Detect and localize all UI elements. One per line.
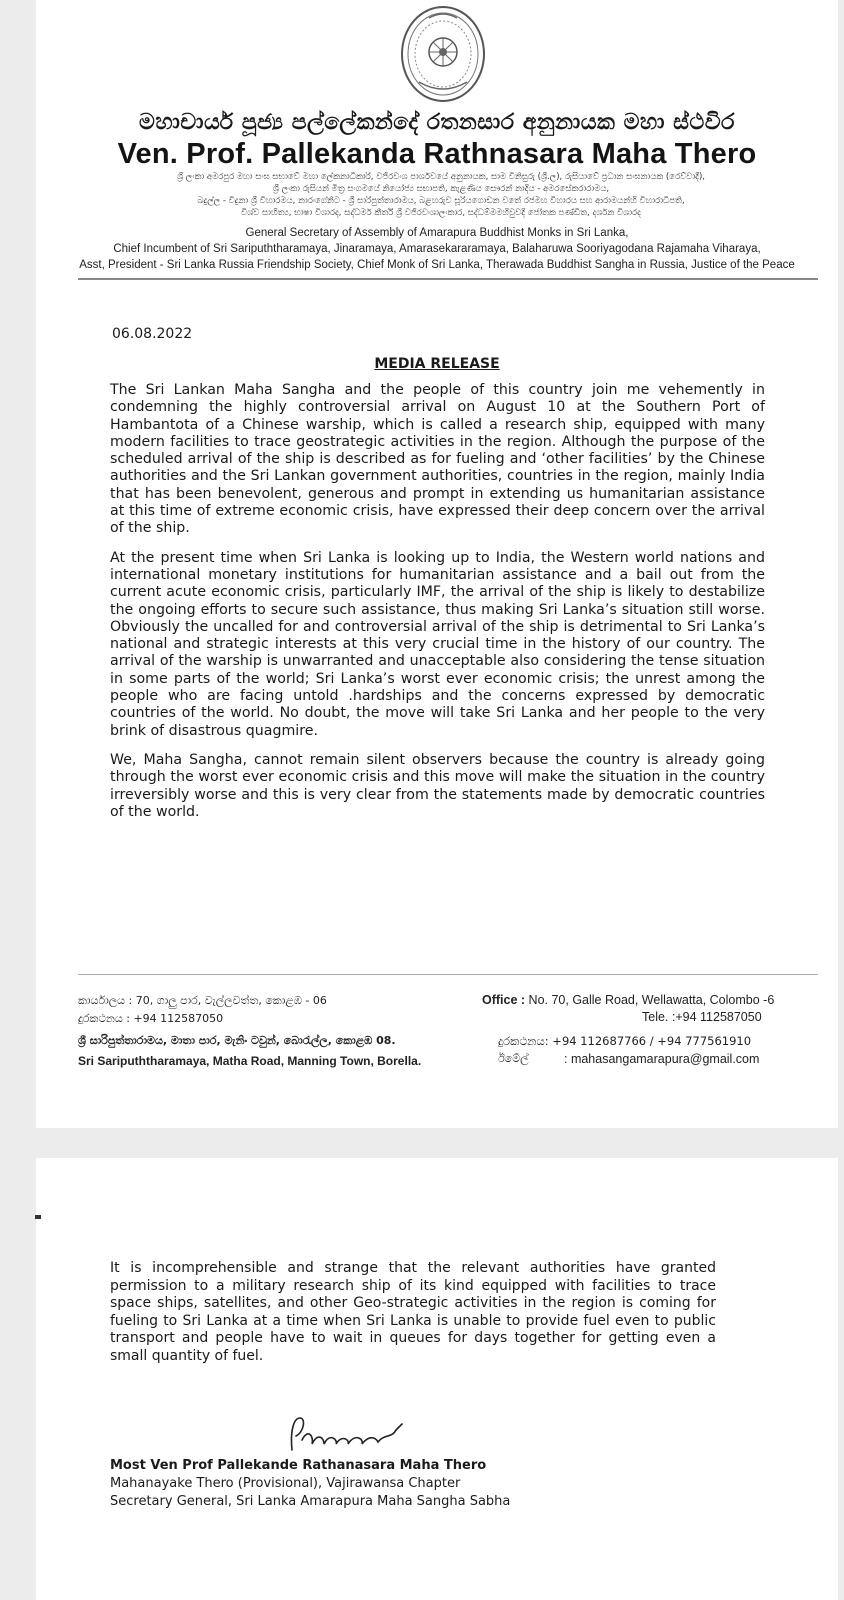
footer-divider bbox=[78, 974, 818, 975]
sinhala-office-phone: දුරකථනය : +94 112587050 bbox=[78, 1012, 224, 1025]
page2-body bbox=[110, 1260, 716, 1377]
english-title-line: Chief Incumbent of Sri Saripuththaramaya, Jinaramaya, Amarasekararamaya, Balaharuwa Sooriyagodana Rajamaha Viharaya, bbox=[113, 243, 761, 255]
body-paragraph: We, Maha Sangha, cannot remain silent observers because the country is already going through the worst ever economic crisis and this move will make the situation in the country irreversibly worse and this is very clear from the statements made by democratic countries of the world. bbox=[110, 751, 765, 820]
signatory-title: Mahanayake Thero (Provisional), Vajirawansa Chapter bbox=[110, 1476, 461, 1491]
handwritten-signature bbox=[284, 1410, 424, 1460]
english-office-phone: Tele. :+94 112587050 bbox=[642, 1010, 762, 1024]
sinhala-temple-address: ශ්‍රී සාරිපුත්තාරාමය, මාතා පාර, මැනිං ටවුන්, බොරැල්ල, කොළඹ 08. bbox=[78, 1034, 396, 1047]
body-paragraph: At the present time when Sri Lanka is looking up to India, the Western world nations and international monetary institutions for humanitarian assistance and a bail out from the current acute economic crisis, particularly IMF, the arrival of the ship is likely to destabilize the ongoing efforts to secure such assistance, thus making Sri Lanka’s situation still worse. Obviously the uncalled for and controversial arrival of the ship is detrimental to Sri Lanka’s national and strategic interests at this very crucial time in the history of our country. The arrival of the warship is unwarranted and unacceptable also considering the tense situation in some parts of the world; Sri Lanka’s worst ever economic crisis; the unrest among the people who are facing untold .hardships and the concerns expressed by democratic countries of the world. No doubt, the move will take Sri Lanka and her people to the very brink of disastrous quagmire. bbox=[110, 549, 765, 739]
letter-page-2 bbox=[36, 1158, 838, 1600]
sinhala-title-line: බදුල්ල - විදුනා ශ්‍රී විහාරමය, නාරංගේනිට - ශ්‍රී සාරිපුත්තාරාමය, බළහරුව සූරියගොඩන වතේ රජමහ විහාරය සහ ආරාමයන්හි විහාරාධිපති, bbox=[197, 196, 685, 206]
office-label: Office : bbox=[482, 993, 526, 1007]
sinhala-title-line: ශ්‍රී ලංකා රුසියන් මිත්‍ර සංගමයේ නියෝජ්‍ය සභාපති, කැළණිය සෞරන් නාදිය - අමරසේකරාරාමය, bbox=[272, 184, 610, 194]
sinhala-title-line: ශ්‍රී ලංකා අමරපුර මහා සංඝ සභාවේ මහා ලේකනාධිකාරි, වජිරවංශ පාර්ශවයේ අනුනායක, සාම විනිසුරු (ශ්‍රී.ල), රුසියාවේ ප්‍රධාන සංඝනායක (රෙව්වාදී), bbox=[177, 172, 705, 182]
sinhala-office-address: කාර්යාලය : 70, ගාලු පාර, වැල්ලවත්ත, කොළඹ - 06 bbox=[78, 994, 327, 1007]
sinhala-email-label: ඊමේල් bbox=[498, 1052, 529, 1065]
email-address: : mahasangamarapura@gmail.com bbox=[564, 1052, 760, 1066]
sinhala-title-line: විශ්ව සාහිත්‍ය, භාෂා විශාරද, සද්ධර්ම කීර්ති ශ්‍රී වජිරවංශාලංකාර, සද්ධම්මමහිවුවදි ජෝතක පණ්ඩිත, දර්ශන විශාරද bbox=[241, 208, 641, 218]
release-date: 06.08.2022 bbox=[112, 326, 193, 342]
sinhala-name-heading: මහාචාර්ය පූජ්‍ය පල්ලේකන්දේ රතනසාර අනුනායක මහා ස්ථවිර bbox=[139, 110, 735, 135]
english-title-line: General Secretary of Assembly of Amarapura Buddhist Monks in Sri Lanka, bbox=[245, 227, 629, 239]
office-address-text: No. 70, Galle Road, Wellawatta, Colombo -6 bbox=[528, 993, 775, 1007]
header-divider bbox=[78, 278, 818, 280]
body-paragraph: The Sri Lankan Maha Sangha and the people of this country join me vehemently in condemning the highly controversial arrival on August 10 at the Southern Port of Hambantota of a Chinese warship, which is called a research ship, equipped with many modern facilities to trace geostrategic activities in the region. Although the purpose of the scheduled arrival of the ship is described as for fueling and ‘other facilities’ by the Chinese authorities and the Sri Lankan government authorities, countries in the region, mainly India that has been benevolent, generous and prompt in extending us humanitarian assistance at this time of extreme economic crisis, have expressed their deep concern over the arrival of the ship. bbox=[110, 382, 765, 537]
signatory-name: Most Ven Prof Pallekande Rathanasara Maha Thero bbox=[110, 1458, 487, 1473]
media-release-title: MEDIA RELEASE bbox=[374, 356, 500, 372]
english-title-line: Asst, President - Sri Lanka Russia Friendship Society, Chief Monk of Sri Lanka, Therawada Buddhist Sangha in Russia, Justice of the Peace bbox=[79, 259, 795, 271]
letter-page-1 bbox=[36, 0, 838, 1128]
english-temple-address: Sri Saripuththaramaya, Matha Road, Manning Town, Borella. bbox=[78, 1054, 422, 1068]
signatory-title: Secretary General, Sri Lanka Amarapura Maha Sangha Sabha bbox=[110, 1494, 511, 1509]
english-office-address bbox=[482, 993, 774, 1007]
sangha-emblem-logo bbox=[399, 4, 487, 104]
sinhala-temple-phone: දුරකථනය: +94 112687766 / +94 777561910 bbox=[498, 1034, 752, 1048]
scan-mark bbox=[35, 1215, 41, 1219]
release-body bbox=[110, 382, 765, 833]
english-name-heading: Ven. Prof. Pallekanda Rathnasara Maha Thero bbox=[117, 138, 757, 170]
body-paragraph: It is incomprehensible and strange that the relevant authorities have granted permission to a military research ship of its kind equipped with facilities to trace space ships, satellites, and other Geo-strategic activities in the region is coming for fueling to Sri Lanka at a time when Sri Lanka is unable to provide fuel even to public transport and people have to wait in queues for days together for getting even a small quantity of fuel. bbox=[110, 1260, 716, 1364]
